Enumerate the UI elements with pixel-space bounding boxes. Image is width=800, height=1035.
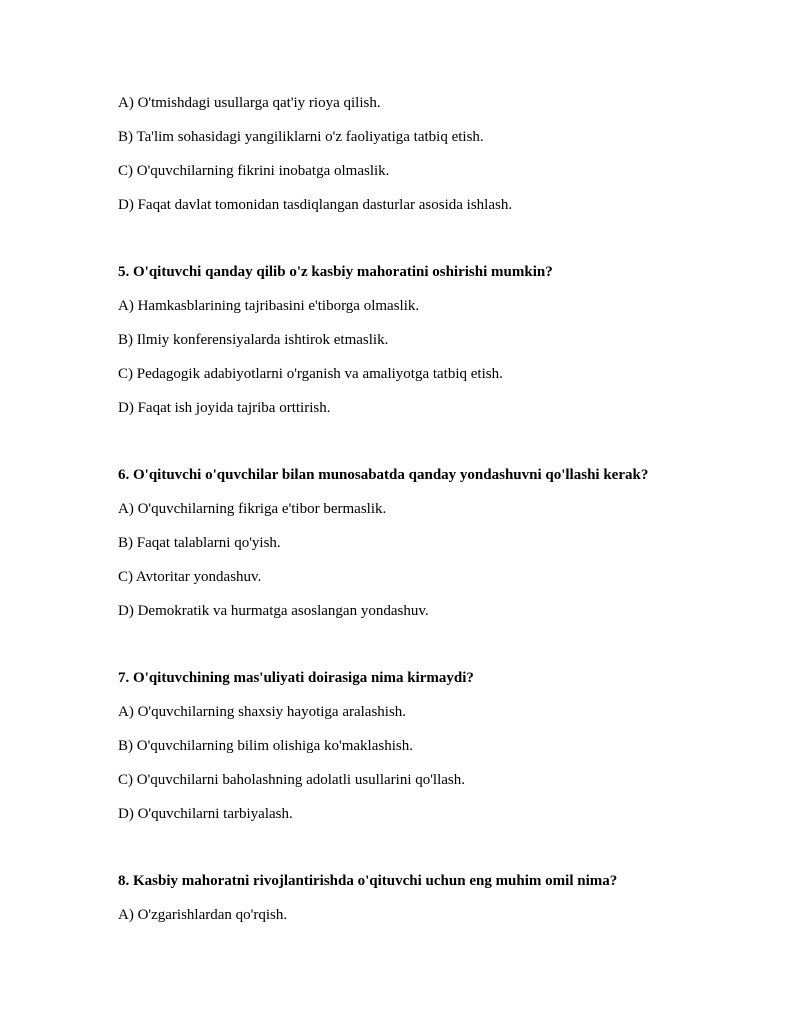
option-line: C) Pedagogik adabiyotlarni o'rganish va amaliyotga tatbiq etish. xyxy=(118,366,503,382)
question-title: 5. O'qituvchi qanday qilib o'z kasbiy mahoratini oshirishi mumkin? xyxy=(118,264,553,280)
option-line: B) Faqat talablarni qo'yish. xyxy=(118,535,281,551)
option-line: B) Ilmiy konferensiyalarda ishtirok etmaslik. xyxy=(118,332,389,348)
option-line: B) O'quvchilarning bilim olishiga ko'maklashish. xyxy=(118,738,413,754)
option-line: C) Avtoritar yondashuv. xyxy=(118,569,262,585)
option-line: C) O'quvchilarni baholashning adolatli usullarini qo'llash. xyxy=(118,772,466,788)
question-title: 8. Kasbiy mahoratni rivojlantirishda o'qituvchi uchun eng muhim omil nima? xyxy=(118,873,618,889)
option-line: A) Hamkasblarining tajribasini e'tiborga olmaslik. xyxy=(118,298,420,314)
option-line: A) O'zgarishlardan qo'rqish. xyxy=(118,907,288,923)
option-line: D) Faqat davlat tomonidan tasdiqlangan dasturlar asosida ishlash. xyxy=(118,197,513,213)
option-line: A) O'tmishdagi usullarga qat'iy rioya qilish. xyxy=(118,95,381,111)
option-line: B) Ta'lim sohasidagi yangiliklarni o'z faoliyatiga tatbiq etish. xyxy=(118,129,484,145)
option-line: D) Faqat ish joyida tajriba orttirish. xyxy=(118,400,331,416)
option-line: D) Demokratik va hurmatga asoslangan yondashuv. xyxy=(118,603,429,619)
option-line: D) O'quvchilarni tarbiyalash. xyxy=(118,806,293,822)
option-line: A) O'quvchilarning fikriga e'tibor bermaslik. xyxy=(118,501,387,517)
question-title: 6. O'qituvchi o'quvchilar bilan munosabatda qanday yondashuvni qo'llashi kerak? xyxy=(118,467,649,483)
question-title: 7. O'qituvchining mas'uliyati doirasiga nima kirmaydi? xyxy=(118,670,474,686)
option-line: C) O'quvchilarning fikrini inobatga olmaslik. xyxy=(118,163,390,179)
option-line: A) O'quvchilarning shaxsiy hayotiga aralashish. xyxy=(118,704,407,720)
